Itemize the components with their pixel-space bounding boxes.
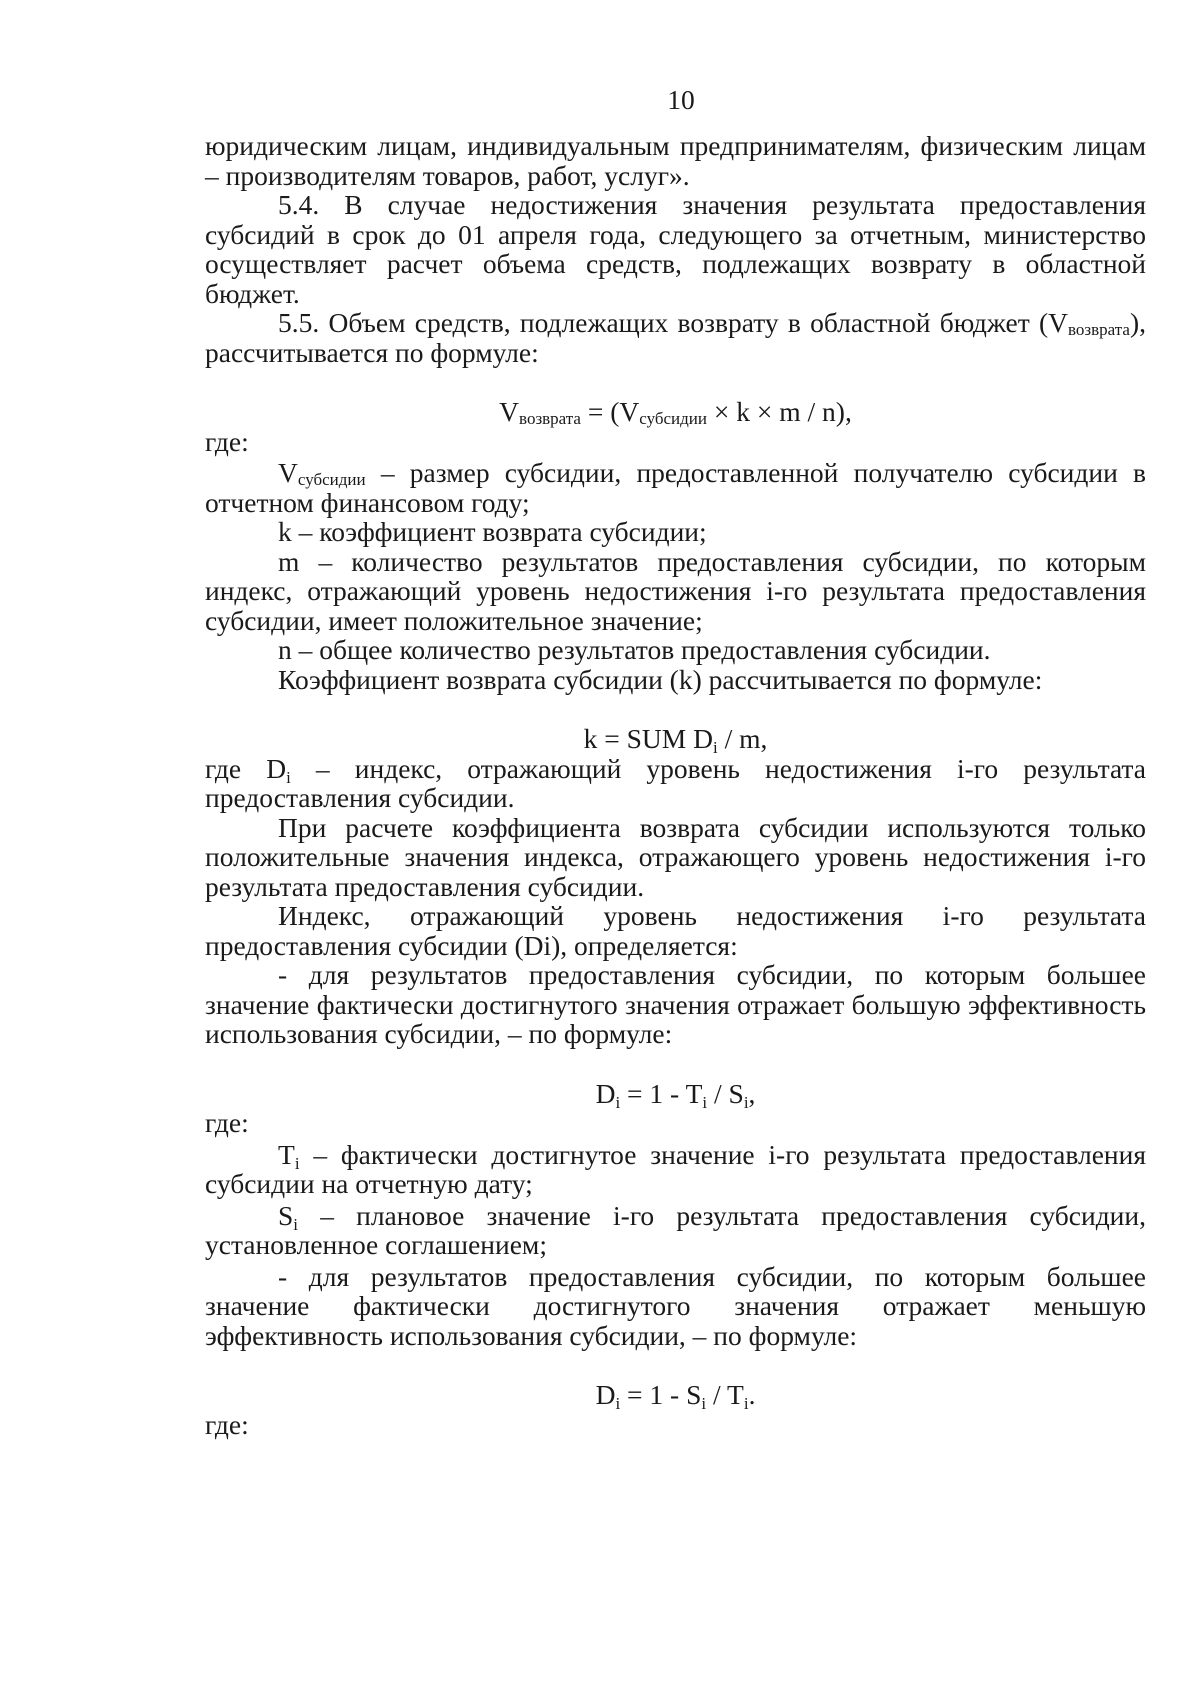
definition-m: m – количество результатов предоставления субсидии, по которым индекс, отражающий уровень недостижения i-го результата предоставления субсидии, имеет положительное значение;	[205, 545, 1146, 636]
formula2-part-a: k = SUM D	[583, 723, 713, 754]
definition-k: k – коэффициент возврата субсидии;	[278, 516, 707, 547]
case-less-efficiency: - для результатов предоставления субсидии, по которым большее значение фактически достигнутого значения отражает меньшую эффективность использования субсидии, – по формуле:	[205, 1260, 1146, 1351]
formula4-part-a: D	[595, 1379, 616, 1410]
formula4-sub-c: i	[743, 1394, 749, 1413]
def-di-pre: где D	[205, 752, 287, 784]
formula2-sub-a: i	[712, 738, 718, 757]
where-label-3: где:	[205, 1408, 249, 1440]
def-di-text: – индекс, отражающий уровень недостижения i-го результата предоставления субсидии.	[205, 752, 1146, 813]
def-s-text: – плановое значение i-го результата предоставления субсидии, установленное соглашением;	[205, 1199, 1146, 1260]
formula4-part-b: = 1 - S	[620, 1379, 702, 1410]
formula1-part-b: = (V	[580, 396, 640, 427]
formula-di-1	[205, 1077, 1146, 1112]
formula1-part-c: × k × m / n),	[707, 396, 852, 427]
def-v-text: – размер субсидии, предоставленной получателю субсидии в отчетном финансовом году;	[205, 457, 1146, 518]
formula3-part-c: / S	[707, 1077, 744, 1109]
p55-subscript: возврата	[1068, 320, 1130, 339]
formula3-sub-c: i	[743, 1092, 749, 1112]
case-greater-efficiency: - для результатов предоставления субсидии, по которым большее значение фактически достигнутого значения отражает большую эффективность использования субсидии, – по формуле:	[205, 959, 1146, 1049]
formula3-sub-b: i	[702, 1092, 708, 1112]
def-s-subscript: i	[293, 1214, 299, 1234]
def-v-subscript: субсидии	[297, 470, 366, 489]
formula-k	[205, 723, 1146, 757]
definition-t	[205, 1140, 1146, 1199]
def-s-symbol: S	[278, 1199, 294, 1231]
def-t-symbol: T	[278, 1138, 295, 1170]
def-t-subscript: i	[294, 1153, 300, 1173]
where-label-1: где:	[205, 425, 249, 457]
definition-di	[205, 754, 1146, 813]
definition-v-subsidy	[205, 458, 1146, 517]
formula4-sub-b: i	[701, 1394, 707, 1413]
calculation-note: При расчете коэффициента возврата субсидии используются только положительные значения индекса, отражающего уровень недостижения i-го результата предоставления субсидии.	[205, 811, 1146, 902]
formula4-part-d: .	[748, 1379, 756, 1410]
formula3-sub-a: i	[615, 1092, 621, 1112]
formula1-sub-a: возврата	[519, 409, 581, 428]
formula3-part-a: D	[595, 1077, 616, 1109]
formula2-part-b: / m,	[717, 723, 768, 754]
p55-text-pre: 5.5. Объем средств, подлежащих возврату в областной бюджет (V	[278, 307, 1068, 338]
formula1-sub-b: субсидии	[639, 409, 707, 428]
def-t-text: – фактически достигнутое значение i-го результата предоставления субсидии на отчетную дату;	[205, 1138, 1146, 1199]
formula3-part-b: = 1 - T	[620, 1077, 703, 1109]
formula4-part-c: / T	[706, 1379, 744, 1410]
def-di-subscript: i	[286, 767, 291, 787]
where-label-2: где:	[205, 1107, 249, 1138]
formula4-sub-a: i	[615, 1394, 621, 1413]
formula3-part-d: ,	[748, 1077, 756, 1109]
paragraph-5-4: 5.4. В случае недостижения значения результата предоставления субсидий в срок до 01 апреля года, следующего за отчетным, министерство осуществляет расчет объема средств, подлежащих возврату в областной бюджет.	[205, 189, 1146, 309]
document-body	[205, 131, 1146, 1439]
def-v-symbol: V	[278, 457, 298, 488]
index-definition: Индекс, отражающий уровень недостижения i-го результата предоставления субсидии (Di), определяется:	[205, 900, 1146, 961]
definition-n: n – общее количество результатов предоставления субсидии.	[278, 634, 991, 665]
paragraph-5-5	[205, 308, 1146, 367]
formula-di-2	[205, 1379, 1146, 1413]
page-number: 10	[667, 84, 695, 115]
paragraph-continuation: юридическим лицам, индивидуальным предпринимателям, физическим лицам – производителям товаров, работ, услуг».	[205, 130, 1146, 191]
formula1-part-a: V	[499, 396, 520, 427]
formula-v-return	[205, 397, 1146, 427]
definition-s	[205, 1201, 1146, 1260]
p55-text-post: ), рассчитывается по формуле:	[205, 307, 1146, 368]
k-formula-intro: Коэффициент возврата субсидии (k) рассчитывается по формуле:	[278, 663, 1043, 695]
